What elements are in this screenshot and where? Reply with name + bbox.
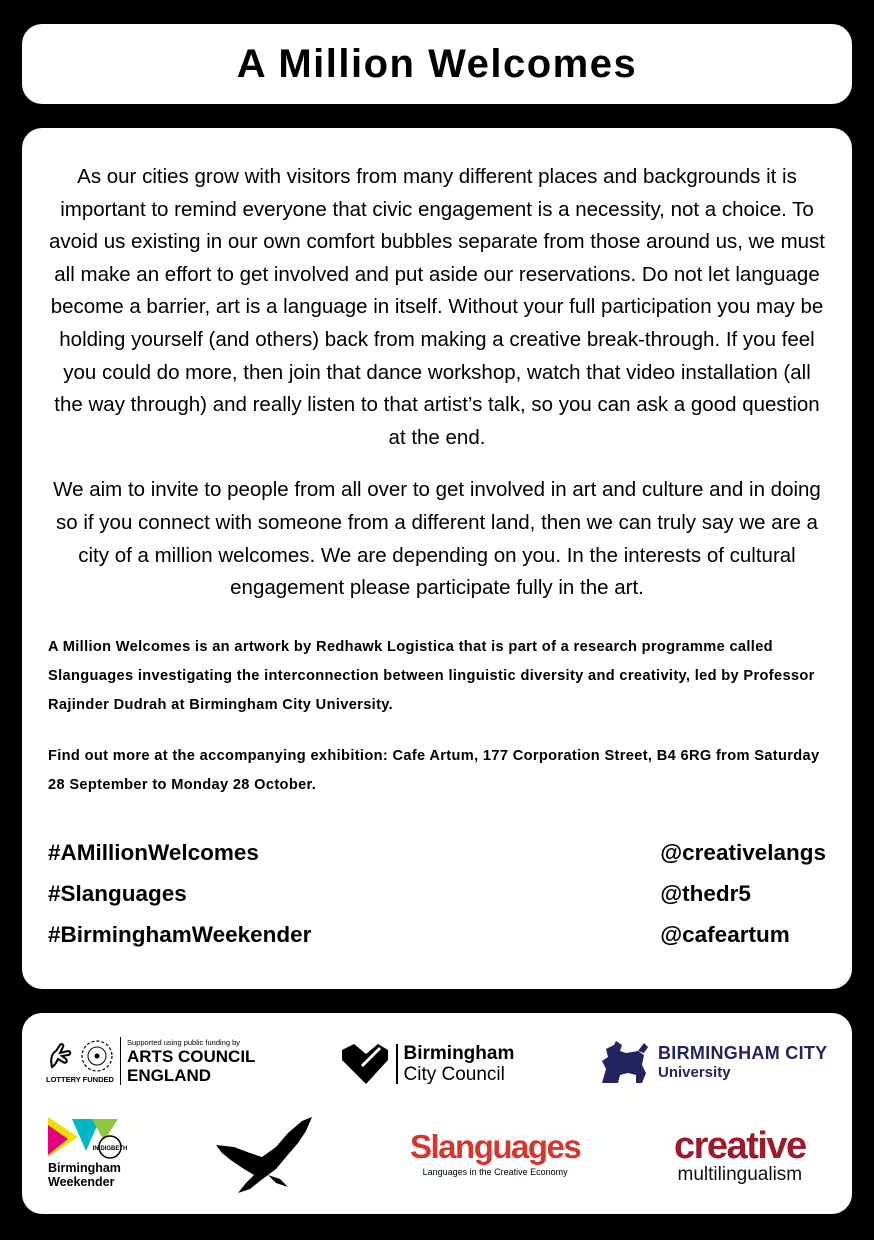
slanguages-tagline: Languages in the Creative Economy	[422, 1167, 568, 1177]
arts-council-england: ENGLAND	[127, 1065, 212, 1085]
handle-list	[660, 832, 826, 955]
handle-item: @cafeartum	[660, 921, 790, 947]
slanguages-logo	[410, 1129, 580, 1177]
bcc-text	[404, 1043, 515, 1085]
bcu-line1: BIRMINGHAM CITY	[658, 1043, 828, 1063]
hashtag-item: #AMillionWelcomes	[48, 839, 259, 865]
logo-panel	[22, 1013, 852, 1214]
bcc-line1: Birmingham	[403, 1043, 515, 1064]
divider	[120, 1037, 121, 1085]
arts-council-text	[127, 1038, 255, 1085]
divider	[396, 1044, 398, 1084]
weekender-badge: IN DIGBETH	[92, 1146, 128, 1152]
hashtag-item: #Slanguages	[48, 880, 187, 906]
redhawk-logo	[214, 1117, 316, 1193]
multilingualism-word: multilingualism	[677, 1164, 803, 1185]
handle-item: @creativelangs	[660, 839, 826, 865]
body-panel	[22, 128, 852, 989]
creative-word: creative	[674, 1125, 806, 1167]
exhibition-info: Find out more at the accompanying exhibition: Cafe Artum, 177 Corporation Street, B4 6RG from Saturday 28 September to Monday 28 October.	[48, 747, 820, 793]
creative-multilingualism-logo	[674, 1127, 806, 1185]
arts-council-logo	[46, 1037, 255, 1085]
invite-paragraph: We aim to invite to people from all over to get involved in art and culture and in doing so if you connect with someone from a different land, then we can truly say we are a city of a million welcomes. We are depending on you. In the interests of cultural engagement please participate fully in the art.	[53, 478, 821, 600]
hawk-silhouette-icon	[214, 1117, 316, 1193]
slanguages-name: Slanguages	[410, 1128, 581, 1165]
credit-text: A Million Welcomes is an artwork by Redhawk Logistica that is part of a research programme called Slanguages investigating the interconnection between linguistic diversity and creativity, led by Professor Rajinder Dudrah at Birmingham City University.	[48, 638, 815, 713]
arts-council-seal-icon	[80, 1039, 114, 1073]
bcu-text	[658, 1043, 828, 1083]
handle-item: @thedr5	[660, 880, 751, 906]
weekender-logo	[48, 1117, 128, 1189]
hashtag-item: #BirminghamWeekender	[48, 921, 312, 947]
bcu-logo	[598, 1039, 828, 1087]
weekender-line2: Weekender	[48, 1175, 115, 1189]
bcu-lion-icon	[598, 1039, 650, 1087]
lottery-block	[46, 1039, 114, 1084]
bcc-heart-icon	[340, 1044, 390, 1084]
lottery-icons	[46, 1039, 114, 1073]
bcc-line2: City Council	[403, 1064, 505, 1085]
page-title: A Million Welcomes	[236, 41, 638, 86]
weekender-triangles-icon	[48, 1117, 128, 1161]
arts-council-name: ARTS COUNCIL	[127, 1046, 256, 1066]
weekender-line1: Birmingham	[48, 1161, 121, 1175]
lottery-hand-icon	[46, 1041, 76, 1071]
bcu-line2: University	[658, 1064, 731, 1081]
lottery-funded-text: LOTTERY FUNDED	[46, 1074, 114, 1084]
title-panel	[22, 24, 852, 104]
supported-text: Supported using public funding by	[127, 1037, 240, 1047]
bcc-logo	[340, 1043, 514, 1085]
social-section	[48, 832, 826, 955]
hashtag-list	[48, 832, 311, 955]
intro-paragraph: As our cities grow with visitors from many different places and backgrounds it is important to remind everyone that civic engagement is a necessity, not a choice. To avoid us existing in our own comfort bubbles separate from those around us, we must all make an effort to get involved and put aside our reservations. Do not let language become a barrier, art is a language in itself. Without your full participation you may be holding yourself (and others) back from making a creative break-through. If you feel you could do more, then join that dance workshop, watch that video installation (all the way through) and really listen to that artist’s talk, so you can ask a good question at the end.	[49, 165, 825, 449]
